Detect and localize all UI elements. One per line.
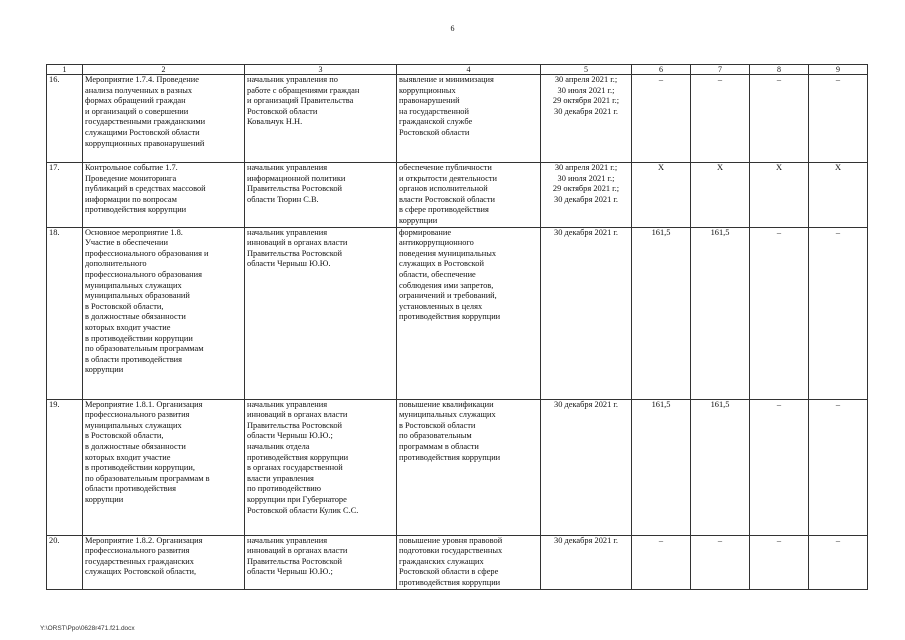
cell-line: в должностные обязанности [85,441,186,451]
cell-line: правонарушений [399,96,460,106]
cell-line: противодействия коррупции [247,452,349,462]
cell-line: повышение уровня правовой [399,535,503,545]
cell-line: в противодействии коррупции, [85,463,195,473]
activity-name-cell [83,75,245,163]
cell-line: Правительства Ростовской [247,248,343,258]
executor-cell [245,163,397,228]
cell-line: противодействия коррупции [399,452,501,462]
value-cell: – [750,535,809,589]
cell-line: Ковальчук Н.Н. [247,117,303,127]
column-number: 8 [750,65,809,75]
value-cell: Х [691,163,750,228]
cell-line: на государственной [399,106,469,116]
table-row [47,535,868,589]
cell-line: Ростовской области в сфере [399,567,499,577]
cell-line: в области противодействия [85,354,182,364]
cell-line: Мероприятие 1.8.1. Организация [85,399,203,409]
executor-cell [245,399,397,535]
cell-line: инноваций в органах власти [247,546,348,556]
cell-line: профессионального развития [85,546,190,556]
cell-line: по образовательным [399,431,472,441]
cell-line: Правительства Ростовской [247,556,343,566]
cell-line: 30 апреля 2021 г.; [554,163,618,172]
cell-line: и организаций Правительства [247,96,354,106]
cell-line: программам в области [399,441,479,451]
cell-line: обеспечение публичности [399,163,492,172]
cell-line: подготовки государственных [399,546,503,556]
cell-line: инноваций в органах власти [247,410,348,420]
cell-line: 30 декабря 2021 г. [554,194,618,204]
cell-line: по противодействию [247,484,322,494]
expected-result-cell [397,163,541,228]
value-cell: 161,5 [632,399,691,535]
value-cell: Х [632,163,691,228]
cell-line: Ростовской области [247,106,318,116]
value-cell: 161,5 [632,227,691,399]
cell-line: Правительства Ростовской [247,184,343,194]
cell-line: начальник управления [247,535,328,545]
value-cell: – [632,535,691,589]
cell-line: повышение квалификации [399,399,494,409]
executor-cell [245,227,397,399]
cell-line: Основное мероприятие 1.8. [85,227,183,237]
cell-line: Ростовской области [399,127,470,137]
cell-line: установленных в целях [399,301,483,311]
cell-line: противодействия коррупции [399,577,501,587]
cell-line: антикоррупционного [399,238,474,248]
plan-table [46,64,868,590]
activity-name-cell [83,535,245,589]
cell-line: области Черныш Ю.Ю. [247,259,331,269]
cell-line: власти Ростовской области [399,194,496,204]
page-number: 6 [450,24,455,33]
column-number: 4 [397,65,541,75]
cell-line: Мероприятие 1.8.2. Организация [85,535,203,545]
cell-line: 30 июля 2021 г.; [557,85,615,95]
cell-line: в органах государственной [247,463,343,473]
cell-line: Контрольное событие 1.7. [85,163,178,172]
cell-line: начальник управления [247,227,328,237]
cell-line: по образовательным программам в [85,473,210,483]
value-cell: – [691,75,750,163]
column-number: 2 [83,65,245,75]
deadline-cell [541,399,632,535]
cell-line: профессионального образования [85,269,202,279]
cell-line: начальник отдела [247,441,310,451]
cell-line: коррупции [85,494,124,504]
cell-line: служащих Ростовской области, [85,567,197,577]
cell-line: по образовательным программам [85,344,204,354]
cell-line: которых входит участие [85,322,171,332]
value-cell: Х [750,163,809,228]
cell-line: Мероприятие 1.7.4. Проведение [85,75,199,84]
value-cell: – [809,75,868,163]
cell-line: Участие в обеспечении [85,238,168,248]
cell-line: поведения муниципальных [399,248,497,258]
cell-line: области противодействия [85,484,176,494]
table-row [47,399,868,535]
cell-line: Проведение мониторинга [85,173,177,183]
column-number-row [47,65,868,75]
cell-line: Ростовской области Кулик С.С. [247,505,359,515]
cell-line: 30 декабря 2021 г. [554,106,618,116]
cell-line: коррупции [399,215,438,225]
expected-result-cell [397,399,541,535]
table-row [47,75,868,163]
expected-result-cell [397,227,541,399]
cell-line: и организаций о совершении [85,106,189,116]
cell-line: профессионального образования и [85,248,209,258]
value-cell: Х [809,163,868,228]
cell-line: гражданских служащих [399,556,484,566]
cell-line: 30 декабря 2021 г. [554,535,618,545]
cell-line: в сфере противодействия [399,205,489,215]
column-number: 9 [809,65,868,75]
cell-line: муниципальных служащих [85,280,182,290]
value-cell: – [809,227,868,399]
cell-line: начальник управления [247,399,328,409]
cell-line: противодействия коррупции [399,312,501,322]
deadline-cell [541,227,632,399]
cell-line: дополнительного [85,259,147,269]
cell-line: органов исполнительной [399,184,488,194]
cell-line: и открытости деятельности [399,173,498,183]
cell-line: формах обращений граждан [85,96,186,106]
cell-line: противодействия коррупции [85,205,187,215]
value-cell: – [632,75,691,163]
column-number: 1 [47,65,83,75]
value-cell: – [750,227,809,399]
cell-line: области Тюрин С.В. [247,194,319,204]
cell-line: власти управления [247,473,314,483]
cell-line: профессионального развития [85,410,190,420]
cell-line: коррупционных [399,85,456,95]
activity-name-cell [83,399,245,535]
cell-line: 29 октября 2021 г.; [552,184,620,194]
cell-line: муниципальных служащих [85,420,182,430]
cell-line: в Ростовской области, [85,301,164,311]
cell-line: коррупции при Губернаторе [247,494,347,504]
column-number: 3 [245,65,397,75]
activity-name-cell [83,163,245,228]
cell-line: служащих в Ростовской [399,259,484,269]
expected-result-cell [397,535,541,589]
cell-line: муниципальных образований [85,291,190,301]
cell-line: 29 октября 2021 г.; [552,96,620,106]
cell-line: инноваций в органах власти [247,238,348,248]
file-path-footer: Y:\ORST\Ppo\0628r471.f21.docx [40,625,135,632]
row-number-cell: 17. [47,163,83,228]
cell-line: 30 апреля 2021 г.; [554,75,618,84]
cell-line: области Черныш Ю.Ю.; [247,431,333,441]
cell-line: коррупционных правонарушений [85,138,205,148]
cell-line: 30 декабря 2021 г. [554,227,618,237]
cell-line: начальник управления [247,163,328,172]
cell-line: в противодействии коррупции [85,333,193,343]
cell-line: в Ростовской области [399,420,476,430]
cell-line: гражданской службе [399,117,473,127]
cell-line: области Черныш Ю.Ю.; [247,567,333,577]
cell-line: Правительства Ростовской [247,420,343,430]
cell-line: коррупции [85,365,124,375]
executor-cell [245,75,397,163]
value-cell: – [809,535,868,589]
value-cell: – [750,75,809,163]
cell-line: публикаций в средствах массовой [85,184,206,194]
row-number-cell: 19. [47,399,83,535]
cell-line: работе с обращениями граждан [247,85,360,95]
value-cell: – [750,399,809,535]
cell-line: государственных гражданских [85,556,194,566]
row-number-cell: 20. [47,535,83,589]
cell-line: 30 декабря 2021 г. [554,399,618,409]
expected-result-cell [397,75,541,163]
row-number-cell: 18. [47,227,83,399]
cell-line: в должностные обязанности [85,312,186,322]
cell-line: формирование [399,227,452,237]
table-row [47,227,868,399]
cell-line: выявление и минимизация [399,75,494,84]
cell-line: соблюдения ими запретов, [399,280,494,290]
deadline-cell [541,163,632,228]
cell-line: ограничений и требований, [399,291,497,301]
value-cell: 161,5 [691,399,750,535]
deadline-cell [541,535,632,589]
cell-line: начальник управления по [247,75,338,84]
table-row [47,163,868,228]
column-number: 7 [691,65,750,75]
cell-line: информационной политики [247,173,346,183]
column-number: 5 [541,65,632,75]
value-cell: – [809,399,868,535]
cell-line: анализа полученных в разных [85,85,193,95]
cell-line: которых входит участие [85,452,171,462]
activity-name-cell [83,227,245,399]
column-number: 6 [632,65,691,75]
cell-line: служащими Ростовской области [85,127,200,137]
cell-line: 30 июля 2021 г.; [557,173,615,183]
cell-line: информации по вопросам [85,194,177,204]
cell-line: в Ростовской области, [85,431,164,441]
value-cell: 161,5 [691,227,750,399]
cell-line: государственными гражданскими [85,117,206,127]
deadline-cell [541,75,632,163]
value-cell: – [691,535,750,589]
executor-cell [245,535,397,589]
cell-line: области, обеспечение [399,269,476,279]
cell-line: муниципальных служащих [399,410,496,420]
row-number-cell: 16. [47,75,83,163]
